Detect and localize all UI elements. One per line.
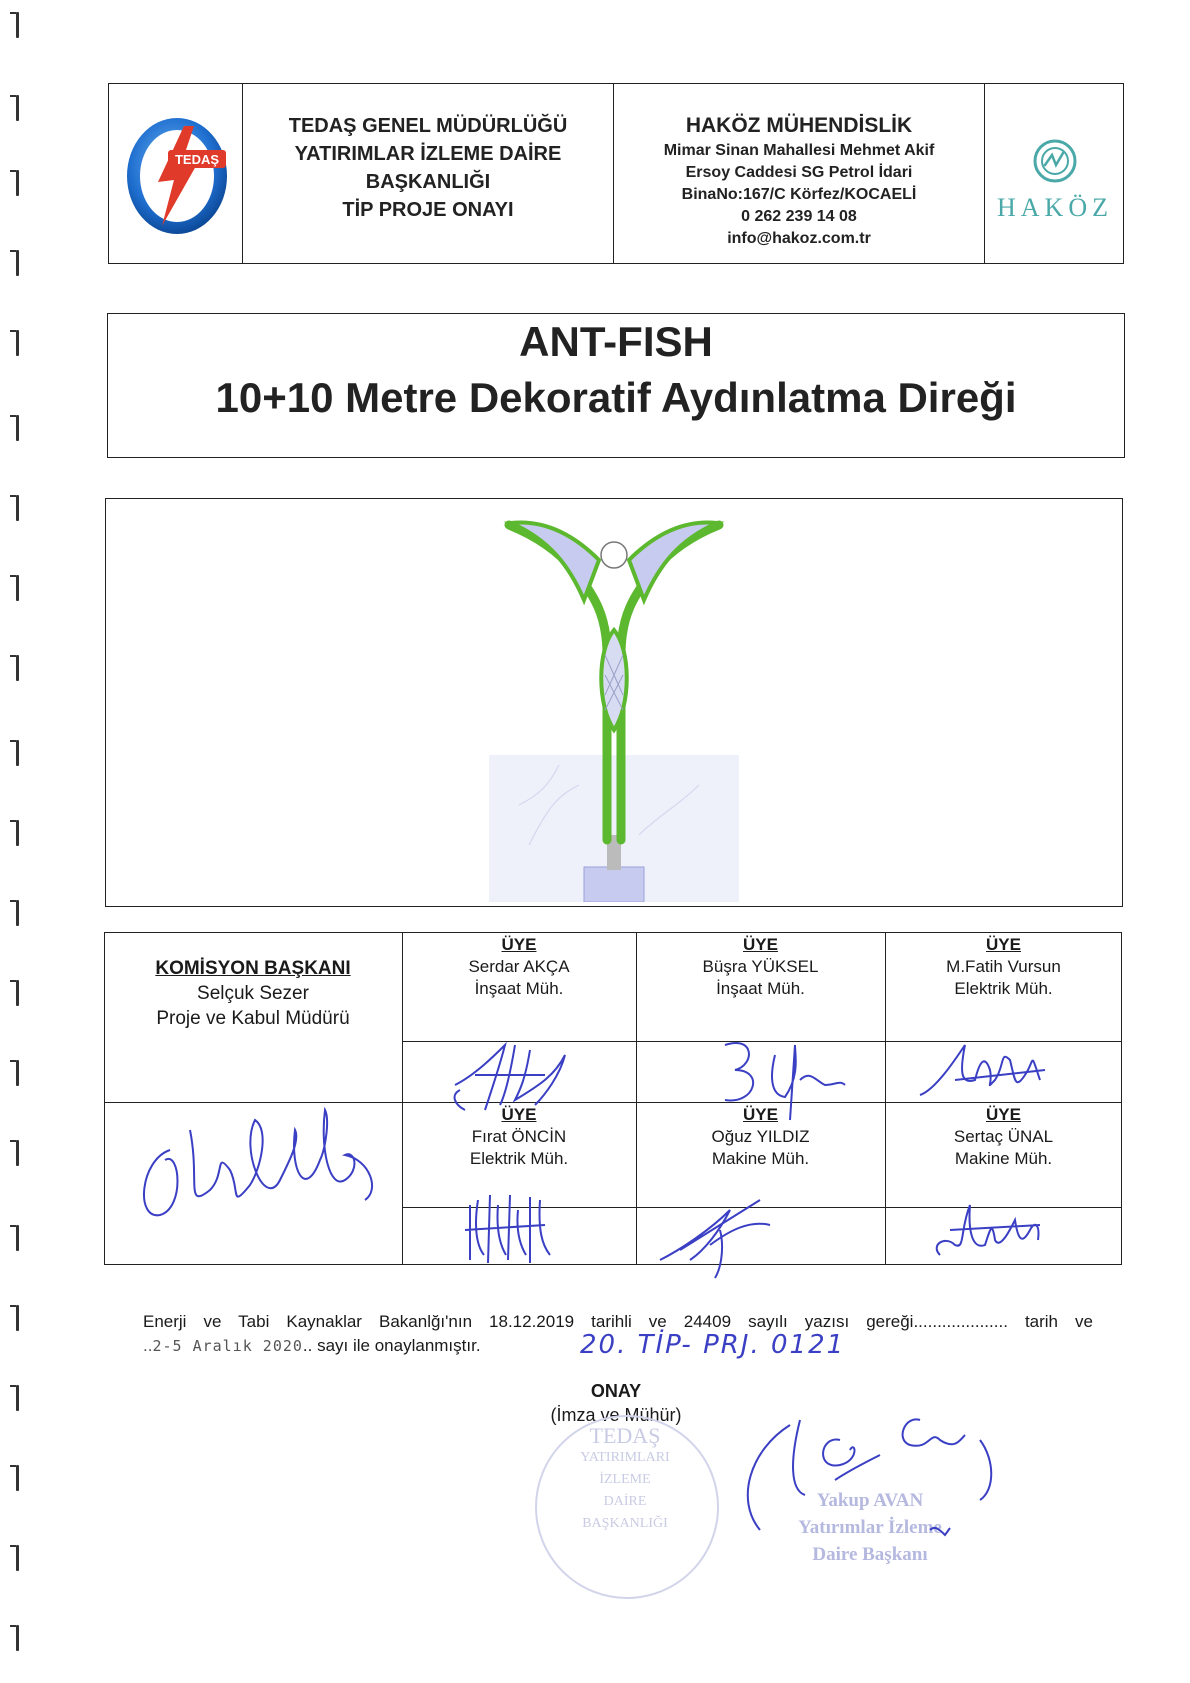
member-role: ÜYE (743, 1105, 778, 1124)
chair-title: Proje ve Kabul Müdürü (156, 1008, 350, 1029)
punch-mark (16, 820, 19, 846)
member-cell (402, 934, 636, 1000)
member-role: ÜYE (501, 1105, 537, 1124)
punch-mark (16, 95, 19, 121)
header-line: YATIRIMLAR İZLEME DAİRE (294, 143, 562, 165)
member-name: Oğuz YILDIZ (711, 1127, 810, 1146)
member-signature (915, 1030, 1055, 1110)
punch-mark (16, 1465, 19, 1491)
stamp-line: Yakup AVAN (816, 1490, 924, 1511)
tedas-logo (122, 110, 232, 240)
punch-mark (16, 655, 19, 681)
punch-mark (16, 415, 19, 441)
seal-line: İZLEME (599, 1472, 651, 1487)
member-title: İnşaat Müh. (474, 979, 564, 998)
member-name: Büşra YÜKSEL (702, 957, 819, 976)
chair-role: KOMİSYON BAŞKANI (155, 958, 351, 979)
member-signature (715, 1025, 855, 1125)
tedas-header-text (245, 112, 611, 224)
punch-mark (16, 1385, 19, 1411)
company-address: Ersoy Caddesi SG Petrol İdari (685, 164, 913, 181)
member-cell (636, 934, 885, 1000)
chair-name: Selçuk Sezer (197, 983, 309, 1004)
member-role: ÜYE (501, 935, 537, 954)
punch-mark (16, 1060, 19, 1086)
approval-suffix: .. sayı ile onaylanmıştır. (302, 1336, 481, 1355)
header-line: TİP PROJE ONAYI (342, 199, 514, 221)
stamp-line: Yatırımlar İzleme (798, 1517, 942, 1538)
chair-signature (130, 1090, 400, 1240)
member-name: M.Fatih Vursun (946, 957, 1061, 976)
punch-mark (16, 250, 19, 276)
svg-text:TEDAŞ: TEDAŞ (174, 152, 220, 167)
header-divider (984, 83, 985, 264)
pole-drawing (489, 505, 739, 902)
member-title: Elektrik Müh. (469, 1149, 569, 1168)
date-stamp: 2-5 Aralık 2020 (152, 1337, 303, 1355)
product-subtitle: 10+10 Metre Dekoratif Aydınlatma Direği (215, 374, 1017, 421)
seal-line: YATIRIMLARI (580, 1450, 670, 1465)
punch-mark (16, 12, 19, 38)
member-name: Sertaç ÜNAL (953, 1127, 1054, 1146)
member-title: Makine Müh. (954, 1149, 1053, 1168)
seal-text (535, 1425, 715, 1535)
member-signature (650, 1190, 800, 1280)
member-signature (930, 1190, 1050, 1270)
punch-mark (16, 330, 19, 356)
company-address: BinaNo:167/C Körfez/KOCAELİ (681, 186, 917, 203)
punch-mark (16, 1305, 19, 1331)
company-block (616, 112, 982, 250)
company-name: HAKÖZ MÜHENDİSLİK (685, 114, 913, 137)
punch-mark (16, 980, 19, 1006)
company-email: info@hakoz.com.tr (727, 230, 871, 247)
seal-line: TEDAŞ (589, 1423, 661, 1448)
punch-mark (16, 740, 19, 766)
punch-mark (16, 170, 19, 196)
header-divider (613, 83, 614, 264)
punch-mark (16, 1140, 19, 1166)
member-cell (885, 1104, 1122, 1170)
punch-mark (16, 1225, 19, 1251)
member-role: ÜYE (986, 1105, 1021, 1124)
member-role: ÜYE (986, 935, 1021, 954)
hakoz-logo-text: HAKÖZ (997, 193, 1113, 222)
hakoz-logo (990, 135, 1120, 245)
onay-label: ONAY (590, 1381, 642, 1401)
company-address: Mimar Sinan Mahallesi Mehmet Akif (663, 142, 935, 159)
punch-mark (16, 575, 19, 601)
handwritten-number: 20. TİP- PRJ. 0121 (580, 1330, 846, 1360)
member-title: Makine Müh. (711, 1149, 810, 1168)
stamp-line: Daire Başkanı (812, 1544, 928, 1565)
chair-cell (104, 956, 402, 1031)
company-phone: 0 262 239 14 08 (741, 208, 857, 225)
member-name: Serdar AKÇA (468, 957, 570, 976)
approval-line-2: ..2-5 Aralık 2020.. sayı ile onaylanmıştır. (143, 1336, 481, 1355)
member-signature (460, 1185, 590, 1270)
member-name: Fırat ÖNCİN (471, 1127, 567, 1146)
approval-line-1: Enerji ve Tabi Kaynaklar Bakanlğı'nın 18.12.2019 tarihli ve 24409 sayılı yazısı gereği.................... tarih ve (143, 1312, 1093, 1331)
header-line: BAŞKANLIĞI (365, 171, 491, 193)
punch-mark (16, 1625, 19, 1651)
member-signature (445, 1035, 575, 1115)
punch-mark (16, 900, 19, 926)
seal-line: BAŞKANLIĞI (582, 1516, 668, 1531)
member-title: Elektrik Müh. (954, 979, 1053, 998)
seal-line: DAİRE (603, 1494, 647, 1509)
punch-mark (16, 1545, 19, 1571)
member-role: ÜYE (743, 935, 778, 954)
punch-mark (16, 495, 19, 521)
product-title: ANT-FISH (519, 318, 713, 365)
member-title: İnşaat Müh. (716, 979, 805, 998)
sign-label: (İmza ve Mühür) (550, 1405, 682, 1425)
director-signature (730, 1400, 1030, 1550)
header-divider (242, 83, 243, 264)
member-cell (885, 934, 1122, 1000)
header-line: TEDAŞ GENEL MÜDÜRLÜĞÜ (288, 115, 568, 137)
